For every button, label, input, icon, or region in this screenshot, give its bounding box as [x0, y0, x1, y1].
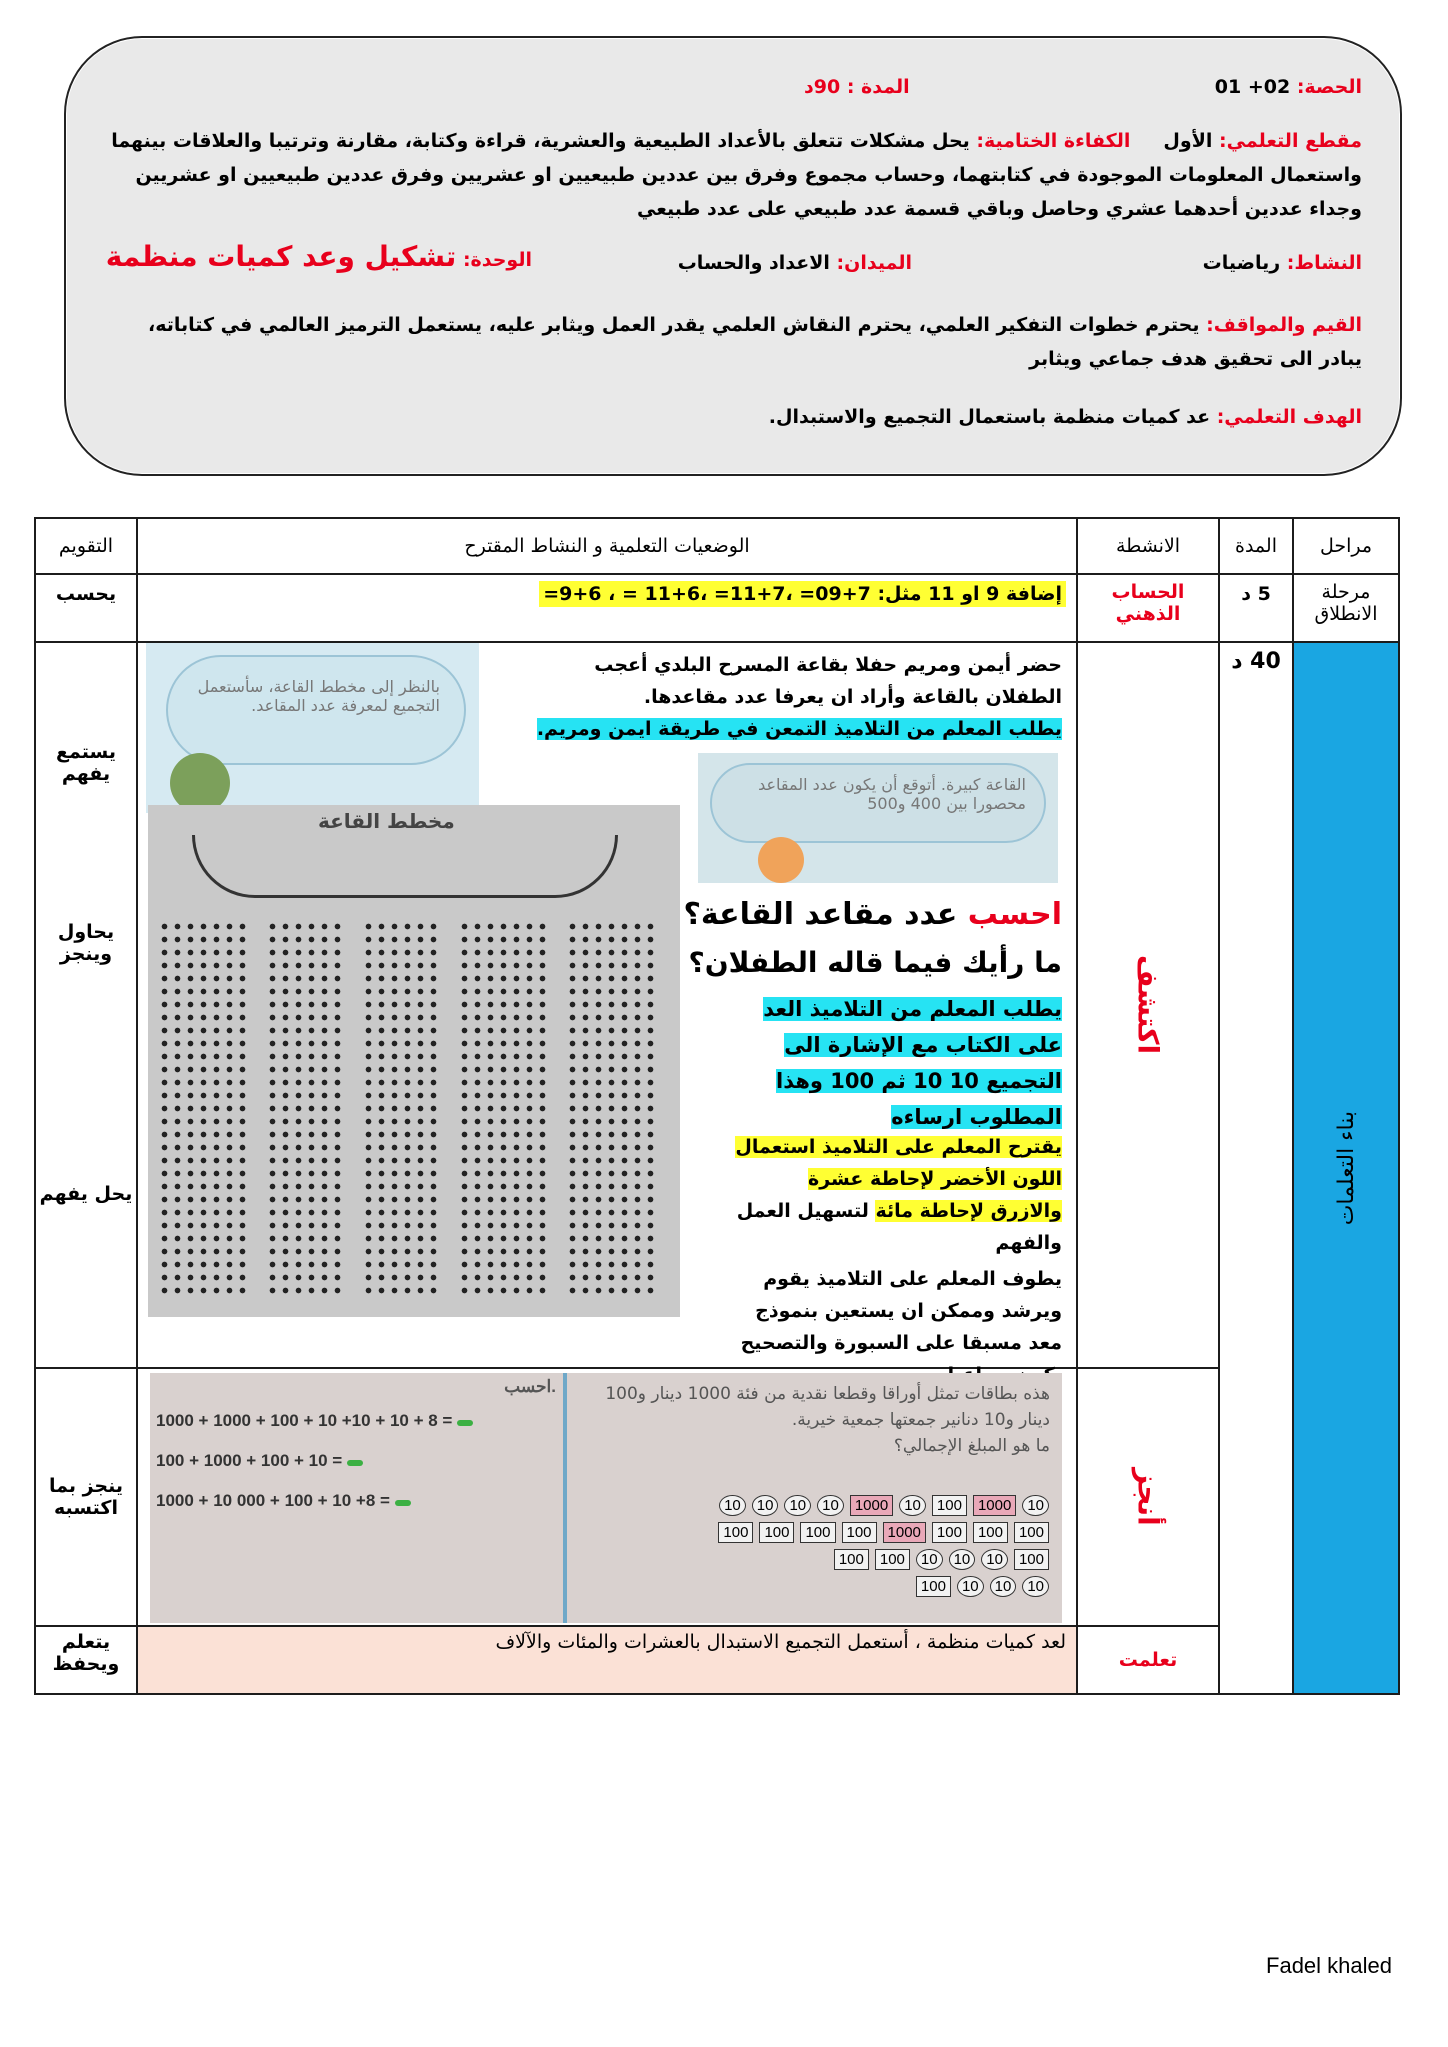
mental-calc-cell [137, 574, 1077, 642]
money-card: 10 [899, 1495, 926, 1516]
phase-start: مرحلة الانطلاق [1293, 574, 1399, 642]
bubble-image-2 [698, 753, 1058, 883]
equation-3-text: 1000 + 10 000 + 100 + 10 +8 = [156, 1491, 390, 1510]
answer-marker [395, 1500, 411, 1506]
eval-learned: يتعلم ويحفظ [35, 1626, 137, 1694]
money-card: 10 [1022, 1495, 1049, 1516]
exercise-1-question: ما هو المبلغ الإجمالي؟ [893, 1436, 1050, 1456]
activity-mental: الحساب الذهني [1077, 574, 1219, 642]
money-card: 10 [817, 1495, 844, 1516]
eval-start: يحسب [35, 574, 137, 642]
phase-build [1293, 642, 1399, 1694]
money-card: 10 [916, 1549, 943, 1570]
discover-content [137, 642, 1077, 1368]
unit-label: الوحدة: [462, 249, 532, 271]
yellow-text-3: والازرق لإحاطة مائة [875, 1200, 1062, 1222]
activity-do: أنجز [1131, 1468, 1165, 1526]
exercise-divider [563, 1373, 567, 1623]
hall-instruction [537, 713, 1062, 745]
exercise-2-title: احسب. [504, 1377, 556, 1396]
session-label: الحصة: [1296, 76, 1362, 98]
field-label: الميدان: [836, 252, 912, 274]
boy-avatar [170, 753, 230, 813]
goal-label: الهدف التعلمي: [1216, 406, 1362, 428]
cards-row [582, 1547, 1052, 1570]
bubble-image-1 [146, 643, 479, 813]
question-1 [683, 893, 1062, 937]
money-card: 100 [875, 1549, 910, 1570]
seats-block [362, 920, 437, 1300]
activity-learned: تعلمت [1077, 1626, 1219, 1694]
bubble-text-2: القاعة كبيرة. أتوقع أن يكون عدد المقاعد محصورا بين 400 و500 [710, 763, 1046, 843]
question-1-rest: عدد مقاعد القاعة؟ [683, 897, 958, 932]
hall-plan-title: مخطط القاعة [318, 809, 455, 833]
session-value: 01 +02 [1214, 76, 1291, 98]
eval-listen: يستمع يفهم [56, 741, 116, 785]
unit-value: تشكيل وعد كميات منظمة [105, 240, 457, 273]
money-card: 100 [1014, 1522, 1049, 1543]
table-row [35, 1626, 1399, 1694]
money-card: 10 [957, 1576, 984, 1597]
equation-3 [156, 1491, 556, 1511]
learned-text: لعد كميات منظمة ، أستعمل التجميع الاستبدال بالعشرات والمئات والآلاف [137, 1626, 1077, 1694]
question-2: ما رأيك فيما قاله الطفلان؟ [688, 946, 1062, 979]
eval-try: يحاول وينجز [57, 921, 115, 965]
money-card: 10 [990, 1576, 1017, 1597]
header-activities: الانشطة [1077, 518, 1219, 574]
money-card: 10 [949, 1549, 976, 1570]
after-yellow-text: لتسهيل العمل والفهم [736, 1200, 1062, 1254]
seats-block [158, 920, 248, 1300]
activity-value: رياضيات [1202, 252, 1281, 274]
segment-label: مقطع التعلمي: [1219, 130, 1362, 152]
exercise-1-text: هذه بطاقات تمثل أوراقا وقطعا نقدية من فئة 1000 دينار و100 دينار و10 دنانير جمعتها جمعية خيرية. [605, 1384, 1050, 1430]
values-label: القيم والمواقف: [1206, 314, 1362, 336]
stage-shape [192, 835, 618, 898]
eval-solve: يحل يفهم [39, 1183, 133, 1205]
equation-1-text: 1000 + 1000 + 100 + 10 +10 + 10 + 8 = [156, 1411, 453, 1430]
activity-row [104, 240, 1362, 280]
exercise-2 [156, 1377, 556, 1511]
equation-2 [156, 1451, 556, 1471]
values-row [104, 308, 1362, 376]
money-card: 100 [842, 1522, 877, 1543]
hall-instruction-text: يطلب المعلم من التلاميذ التمعن في طريقة ايمن ومريم. [536, 718, 1062, 740]
table-row [35, 574, 1399, 642]
table-row [35, 1368, 1399, 1626]
activity-do-cell [1077, 1368, 1219, 1626]
eval-discover [35, 642, 137, 1368]
money-card: 100 [759, 1522, 794, 1543]
money-card: 100 [1014, 1549, 1049, 1570]
field-value: الاعداد والحساب [677, 252, 830, 274]
header-phases: مراحل [1293, 518, 1399, 574]
money-card: 10 [981, 1549, 1008, 1570]
money-card: 10 [784, 1495, 811, 1516]
money-card: 100 [718, 1522, 753, 1543]
phase-build-label: بناء التعلمات [1333, 1110, 1359, 1226]
exercise-cell [137, 1368, 1077, 1626]
duration-build: 40 د [1219, 642, 1293, 1694]
activity-discover-cell [1077, 642, 1219, 1368]
competency-value: يحل مشكلات تتعلق بالأعداد الطبيعية والعشرية، قراءة وكتابة، مقارنة وترتيبا والعلاقات بينهما واستعمال المعلومات الموجودة في كتابتهما، وحساب مجموع وفرق بين عددين طبيعيين او عشريين وفرق عددين طبيعيين او عشريين وجداء عددين أحدهما عشري وحاصل وباقي قسمة عدد طبيعي على عدد طبيعي [111, 130, 1362, 220]
activity-label: النشاط: [1286, 252, 1362, 274]
goal-row [104, 400, 1362, 434]
header-evaluation: التقويم [35, 518, 137, 574]
table-header-row [35, 518, 1399, 574]
duration-value: 90د [804, 76, 841, 98]
money-card: 100 [834, 1549, 869, 1570]
header-duration: المدة [1219, 518, 1293, 574]
seats-block [458, 920, 546, 1300]
money-card: 100 [932, 1495, 967, 1516]
money-card: 10 [1022, 1576, 1049, 1597]
money-card: 100 [973, 1522, 1008, 1543]
money-card: 1000 [850, 1495, 893, 1516]
money-card: 100 [932, 1522, 967, 1543]
activity-discover: اكتشف [1131, 955, 1165, 1055]
duration-start: 5 د [1219, 574, 1293, 642]
money-card: 1000 [883, 1522, 926, 1543]
goal-value: عد كميات منظمة باستعمال التجميع والاستبدال. [768, 406, 1211, 428]
segment-value: الأول [1163, 130, 1213, 152]
money-card: 100 [800, 1522, 835, 1543]
answer-marker [457, 1420, 473, 1426]
lesson-table [34, 517, 1400, 1695]
girl-avatar [758, 837, 804, 883]
answer-marker [347, 1460, 363, 1466]
cyan-instruction [732, 991, 1062, 1135]
money-card: 1000 [973, 1495, 1016, 1516]
equation-1 [156, 1411, 556, 1431]
session-row [104, 70, 1362, 104]
hall-story: حضر أيمن ومريم حفلا بقاعة المسرح البلدي أعجب الطفلان بالقاعة وأراد ان يعرفا عدد مقاعدها. [594, 654, 1062, 708]
values-value: يحترم خطوات التفكير العلمي، يحترم النقاش العلمي يقدر العمل ويثابر عليه، يستعمل الترميز العالمي في كتاباته، يبادر الى تحقيق هدف جماعي ويثابر [147, 314, 1362, 370]
cyan-instruction-text: يطلب المعلم من التلاميذ العد على الكتاب مع الإشارة الى التجميع 10 10 ثم 100 وهذا المطلوب ارساءه [763, 997, 1062, 1129]
seats-block [266, 920, 341, 1300]
seats-block [566, 920, 656, 1300]
cards-row [582, 1493, 1052, 1516]
hall-plan-image [148, 805, 680, 1317]
money-card: 10 [719, 1495, 746, 1516]
table-row [35, 642, 1399, 1368]
question-1-red: احسب [967, 897, 1062, 932]
competency-label: الكفاءة الختامية: [976, 130, 1131, 152]
bubble-text-1: بالنظر إلى مخطط القاعة، سأستعمل التجميع لمعرفة عدد المقاعد. [166, 655, 466, 765]
teacher-walk-text: يطوف المعلم على التلاميذ يقوم ويرشد وممكن ان يستعين بنموذج معد مسبقا على السبورة والتصحيح [740, 1268, 1062, 1354]
cards-row [582, 1574, 1052, 1597]
lesson-header-box [64, 36, 1402, 476]
money-card: 10 [752, 1495, 779, 1516]
mental-calc-text: إضافة 9 او 11 مثل: 7+09= ،7+11= ،6+11 = ، 6+9= [539, 581, 1066, 607]
eval-do: ينجز بما اكتسبه [35, 1368, 137, 1626]
cards-row [582, 1520, 1052, 1543]
author-footer: Fadel khaled [1266, 1953, 1392, 1978]
yellow-text-1: يقترح المعلم على التلاميذ استعمال [735, 1136, 1062, 1158]
header-situations: الوضعيات التعلمية و النشاط المقترح [137, 518, 1077, 574]
money-card: 100 [916, 1576, 951, 1597]
money-cards [582, 1493, 1052, 1601]
equation-2-text: 100 + 1000 + 100 + 10 = [156, 1451, 343, 1470]
duration-label: المدة : [846, 76, 910, 98]
competency-row [104, 124, 1362, 226]
exercise-image [150, 1373, 1062, 1623]
yellow-instruction [732, 1131, 1062, 1259]
yellow-text-2: اللون الأخضر لإحاطة عشرة [807, 1168, 1062, 1190]
